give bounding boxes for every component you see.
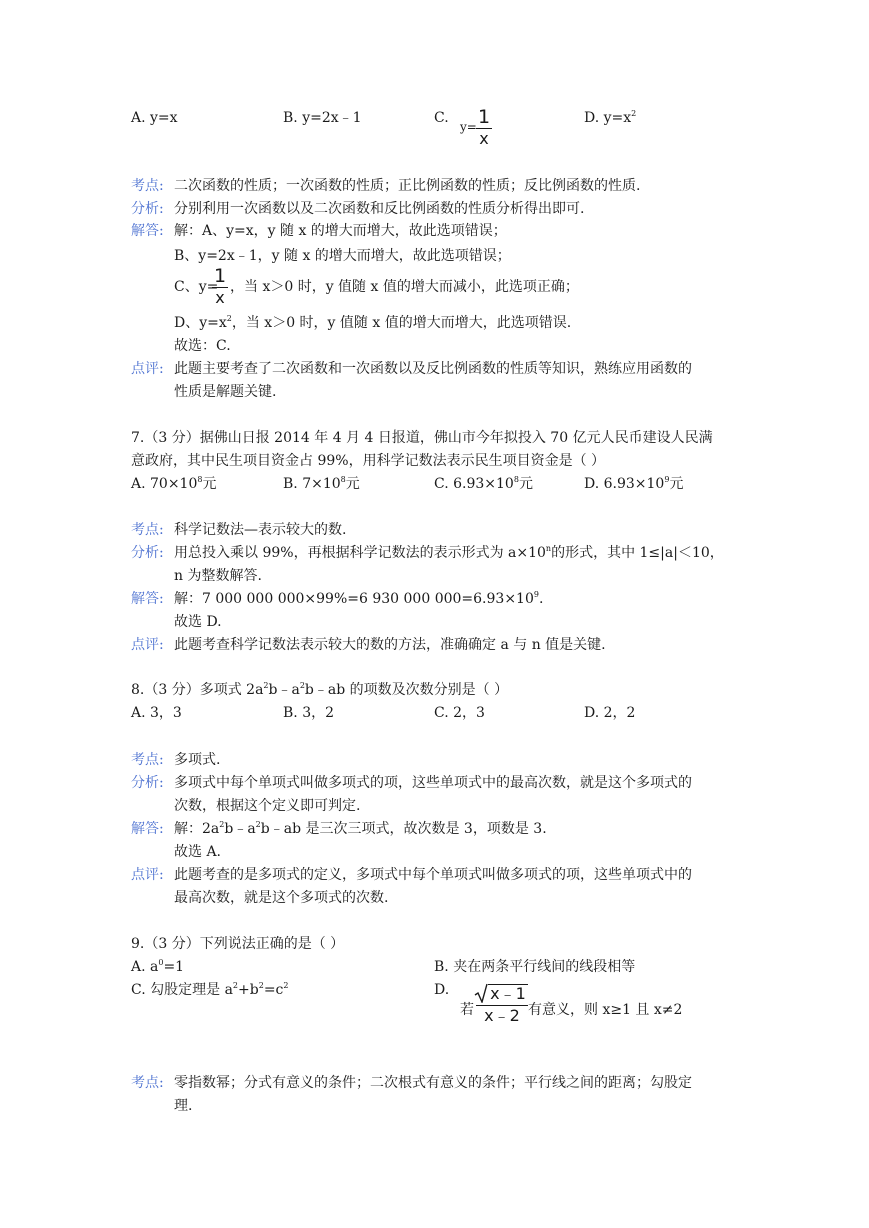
q7-jieda-line2: 故选 D.: [174, 614, 222, 630]
q8-jieda-line1-c: b﹣ab 是三次三项式，故次数是 3，项数是 3.: [260, 821, 547, 837]
q7-kaodian-label: 考点:: [131, 522, 164, 538]
q9-option-d-prefix: 若: [460, 1002, 474, 1018]
q8-fenxi-line1: 多项式中每个单项式叫做多项式的项，这些单项式中的最高次数，就是这个多项式的: [174, 775, 692, 791]
q6-option-c-fraction: [476, 107, 492, 148]
q8-option-b: B. 3，2: [283, 705, 335, 721]
superscript: 0: [158, 958, 164, 967]
q8-option-a: A. 3，3: [131, 705, 182, 721]
fraction-numerator: [476, 984, 528, 1004]
q7-option-a-b: 元: [202, 476, 217, 492]
superscript: 2: [219, 820, 225, 829]
q7-fenxi-line2: n 为整数解答.: [174, 568, 262, 584]
superscript: 2: [226, 314, 232, 323]
q7-dianping-label: 点评:: [131, 637, 164, 653]
q6-dianping-line1: 此题主要考查了二次函数和一次函数以及反比例函数的性质等知识，熟练应用函数的: [174, 361, 692, 377]
q8-option-c: C. 2，3: [434, 705, 485, 721]
q7-jieda-line1-b: .: [538, 591, 544, 607]
q7-option-c-b: 元: [518, 476, 533, 492]
q6-jieda-line3-prefix: C、y=: [174, 279, 219, 295]
superscript: 2: [232, 981, 239, 990]
q9-option-b: B. 夹在两条平行线间的线段相等: [434, 959, 636, 975]
q9-kaodian-label: 考点:: [131, 1075, 164, 1091]
q6-fenxi-label: 分析:: [131, 201, 164, 217]
q9-option-c-b: +b: [238, 982, 259, 998]
q9-option-a-b: =1: [163, 959, 185, 975]
fraction-numerator: 1: [213, 265, 227, 287]
superscript: 8: [340, 475, 346, 484]
q8-stem-a: 8.（3 分）多项式 2a: [131, 682, 264, 698]
q8-option-d: D. 2，2: [584, 705, 636, 721]
q7-option-a: [131, 474, 216, 494]
superscript: n: [545, 544, 552, 553]
superscript: 8: [197, 475, 203, 484]
superscript: 9: [664, 475, 670, 484]
q8-jieda-label: 解答:: [131, 821, 164, 837]
q9-option-d-letter: D.: [434, 982, 450, 998]
q8-fenxi-line2: 次数，根据这个定义即可判定.: [174, 798, 361, 814]
q6-jieda-line1: 解：A、y=x，y 随 x 的增大而增大，故此选项错误；: [174, 223, 507, 239]
q8-stem-b: b﹣a: [268, 682, 300, 698]
q6-jieda-fraction: [212, 266, 228, 307]
q7-stem-line1: 7.（3 分）据佛山日报 2014 年 4 月 4 日报道，佛山市今年拟投入 70 亿元人民币建设人民满: [131, 430, 713, 446]
sqrt-radicand: x﹣1: [490, 984, 526, 1003]
q6-option-d-text: D. y=x: [584, 110, 632, 126]
fraction-denominator: x: [479, 129, 489, 148]
q6-option-d: [584, 108, 636, 128]
q8-stem: [131, 680, 508, 700]
q7-option-b-b: 元: [345, 476, 360, 492]
q9-option-a-a: A. a: [131, 959, 159, 975]
q9-option-d-text: 有意义，则 x≥1 且 x≠2: [528, 1002, 683, 1018]
q7-fenxi-line1-a: 用总投入乘以 99%，再根据科学记数法的表示形式为 a×10: [174, 545, 546, 561]
q9-option-c-c: =c: [263, 982, 284, 998]
superscript: 2: [631, 109, 637, 118]
q8-jieda-line1: [174, 819, 547, 839]
q6-jieda-line4-a: D、y=x: [174, 315, 227, 331]
q6-dianping-line2: 性质是解题关键.: [174, 384, 277, 400]
q7-option-c: [434, 474, 533, 494]
q8-stem-c: b﹣ab 的项数及次数分别是（ ）: [304, 682, 509, 698]
q7-fenxi-line1-b: 的形式，其中 1≤|a|＜10，: [551, 545, 724, 561]
q8-jieda-line1-a: 解：2a: [174, 821, 220, 837]
q8-fenxi-label: 分析:: [131, 775, 164, 791]
q8-dianping-line1: 此题考查的是多项式的定义，多项式中每个单项式叫做多项式的项，这些单项式中的: [174, 867, 692, 883]
q7-fenxi-line1: [174, 543, 724, 563]
q6-jieda-label: 解答:: [131, 223, 164, 239]
q8-kaodian-text: 多项式.: [174, 752, 221, 768]
q8-kaodian-label: 考点:: [131, 752, 164, 768]
q7-jieda-label: 解答:: [131, 591, 164, 607]
q8-dianping-line2: 最高次数，就是这个多项式的次数.: [174, 890, 389, 906]
q8-jieda-line1-b: b﹣a: [224, 821, 256, 837]
fraction-denominator: x﹣2: [484, 1006, 520, 1025]
superscript: 8: [513, 475, 519, 484]
fraction-numerator: 1: [477, 106, 491, 128]
q7-jieda-line1-a: 解：7 000 000 000×99%=6 930 000 000=6.93×10: [174, 591, 534, 607]
q6-option-c-letter: C.: [434, 110, 449, 126]
q6-option-c-prefix: y=: [460, 120, 477, 134]
radical-sign: [474, 983, 488, 1003]
q6-option-a: A. y=x: [131, 110, 178, 126]
q6-kaodian-text: 二次函数的性质；一次函数的性质；正比例函数的性质；反比例函数的性质.: [174, 178, 641, 194]
q8-dianping-label: 点评:: [131, 867, 164, 883]
q6-dianping-label: 点评:: [131, 361, 164, 377]
q6-jieda-line3-text: ，当 x＞0 时，y 值随 x 值的增大而减小，此选项正确；: [230, 279, 579, 295]
q7-option-d-a: D. 6.93×10: [584, 476, 665, 492]
superscript: 2: [299, 681, 305, 690]
superscript: 2: [263, 681, 269, 690]
q7-option-c-a: C. 6.93×10: [434, 476, 514, 492]
q7-option-d-b: 元: [669, 476, 684, 492]
q7-dianping-text: 此题考查科学记数法表示较大的数的方法，准确确定 a 与 n 值是关键.: [174, 637, 606, 653]
q6-jieda-line5: 故选：C.: [174, 338, 231, 354]
q7-option-b: [283, 474, 360, 494]
q7-option-a-a: A. 70×10: [131, 476, 198, 492]
q9-option-a: [131, 957, 184, 977]
q9-option-c-a: C. 勾股定理是 a: [131, 982, 233, 998]
q6-jieda-line2: B、y=2x﹣1，y 随 x 的增大而增大，故此选项错误；: [174, 248, 511, 264]
fraction-denominator: x: [215, 288, 225, 307]
superscript: 2: [258, 981, 264, 990]
q9-stem: 9.（3 分）下列说法正确的是（ ）: [131, 936, 345, 952]
q7-option-d: [584, 474, 683, 494]
superscript: 9: [533, 590, 539, 599]
q7-kaodian-text: 科学记数法—表示较大的数.: [174, 522, 347, 538]
q6-kaodian-label: 考点:: [131, 178, 164, 194]
q7-fenxi-label: 分析:: [131, 545, 164, 561]
q9-option-d-fraction: [476, 984, 528, 1025]
q7-option-b-a: B. 7×10: [283, 476, 341, 492]
sqrt-icon: [476, 984, 528, 1004]
superscript: 2: [283, 981, 289, 990]
q7-stem-line2: 意政府，其中民生项目资金占 99%，用科学记数法表示民生项目资金是（ ）: [131, 453, 606, 469]
q6-jieda-line4: [174, 313, 571, 333]
superscript: 2: [255, 820, 261, 829]
q9-kaodian-line1: 零指数幂；分式有意义的条件；二次根式有意义的条件；平行线之间的距离；勾股定: [174, 1075, 692, 1091]
q7-jieda-line1: [174, 589, 543, 609]
q9-option-c: [131, 980, 288, 1000]
q9-kaodian-line2: 理.: [174, 1098, 193, 1114]
q8-jieda-line2: 故选 A.: [174, 844, 222, 860]
q6-jieda-line4-b: ，当 x＞0 时，y 值随 x 值的增大而增大，此选项错误.: [231, 315, 572, 331]
q6-option-b: B. y=2x﹣1: [283, 110, 362, 126]
q6-fenxi-text: 分别利用一次函数以及二次函数和反比例函数的性质分析得出即可.: [174, 201, 585, 217]
